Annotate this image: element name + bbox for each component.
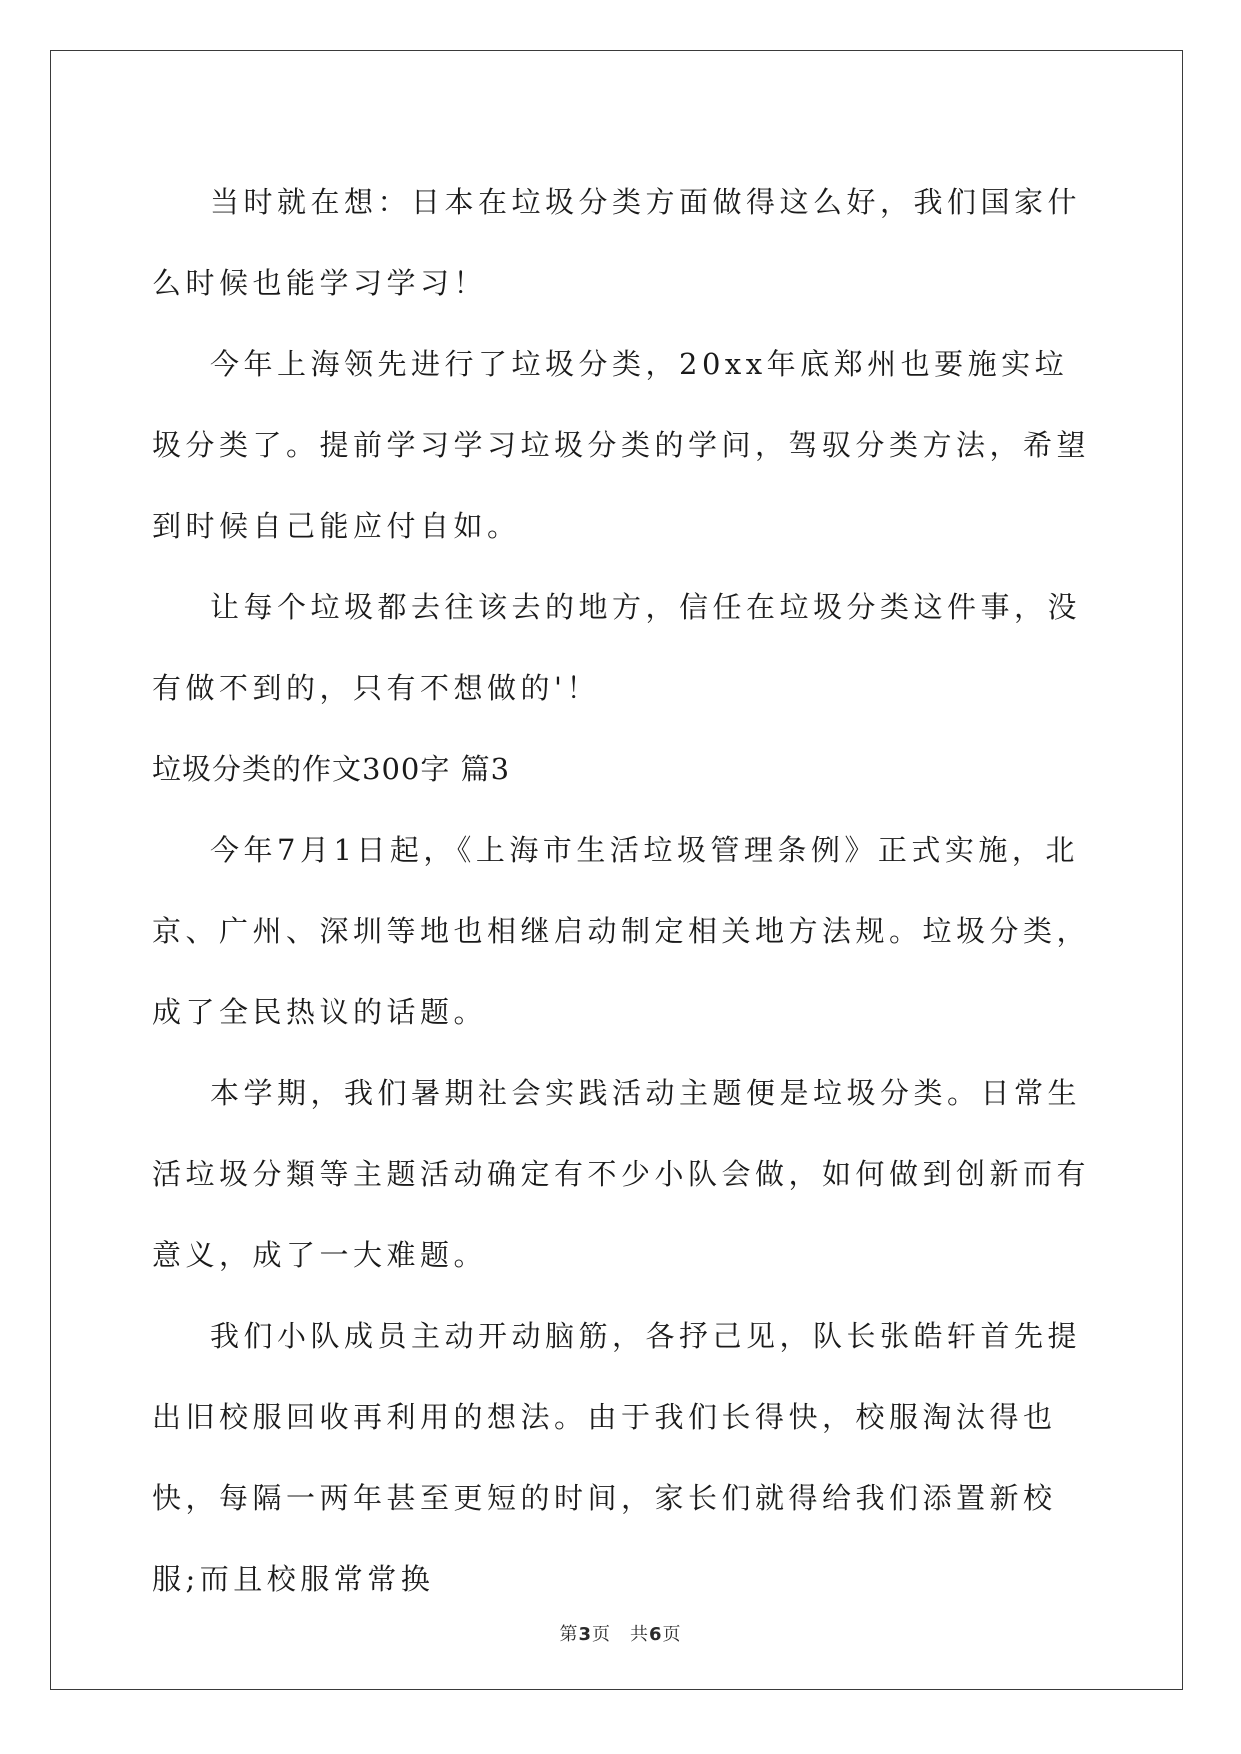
section-heading: 垃圾分类的作文300字 篇3 [152,752,511,786]
footer-suffix: 页 [662,1624,682,1645]
paragraph: 当时就在想：日本在垃圾分类方面做得这么好，我们国家什么时候也能学习学习！ [152,185,1082,300]
footer-middle: 页 共 [592,1624,649,1645]
page-footer [0,1620,1241,1646]
paragraph: 让每个垃圾都去往该去的地方，信任在垃圾分类这件事，没有做不到的，只有不想做的'！ [152,590,1082,705]
current-page-number: 3 [578,1624,592,1645]
paragraph: 我们小队成员主动开动脑筋，各抒己见，队长张皓轩首先提出旧校服回收再利用的想法。由于我们长得快，校服淘汰得也快，每隔一两年甚至更短的时间，家长们就得给我们添置新校服;而且校服常常换 [152,1319,1082,1596]
total-pages-number: 6 [649,1624,663,1645]
document-body [152,162,1092,1620]
paragraph: 本学期，我们暑期社会实践活动主题便是垃圾分类。日常生活垃圾分類等主题活动确定有不少小队会做，如何做到创新而有意义，成了一大难题。 [152,1076,1091,1272]
paragraph: 今年上海领先进行了垃圾分类，20xx年底郑州也要施实垃圾分类了。提前学习学习垃圾分类的学问，驾驭分类方法，希望到时候自己能应付自如。 [152,347,1091,543]
paragraph: 今年7月1日起，《上海市生活垃圾管理条例》正式实施，北京、广州、深圳等地也相继启动制定相关地方法规。垃圾分类，成了全民热议的话题。 [152,833,1091,1029]
footer-prefix: 第 [559,1624,579,1645]
